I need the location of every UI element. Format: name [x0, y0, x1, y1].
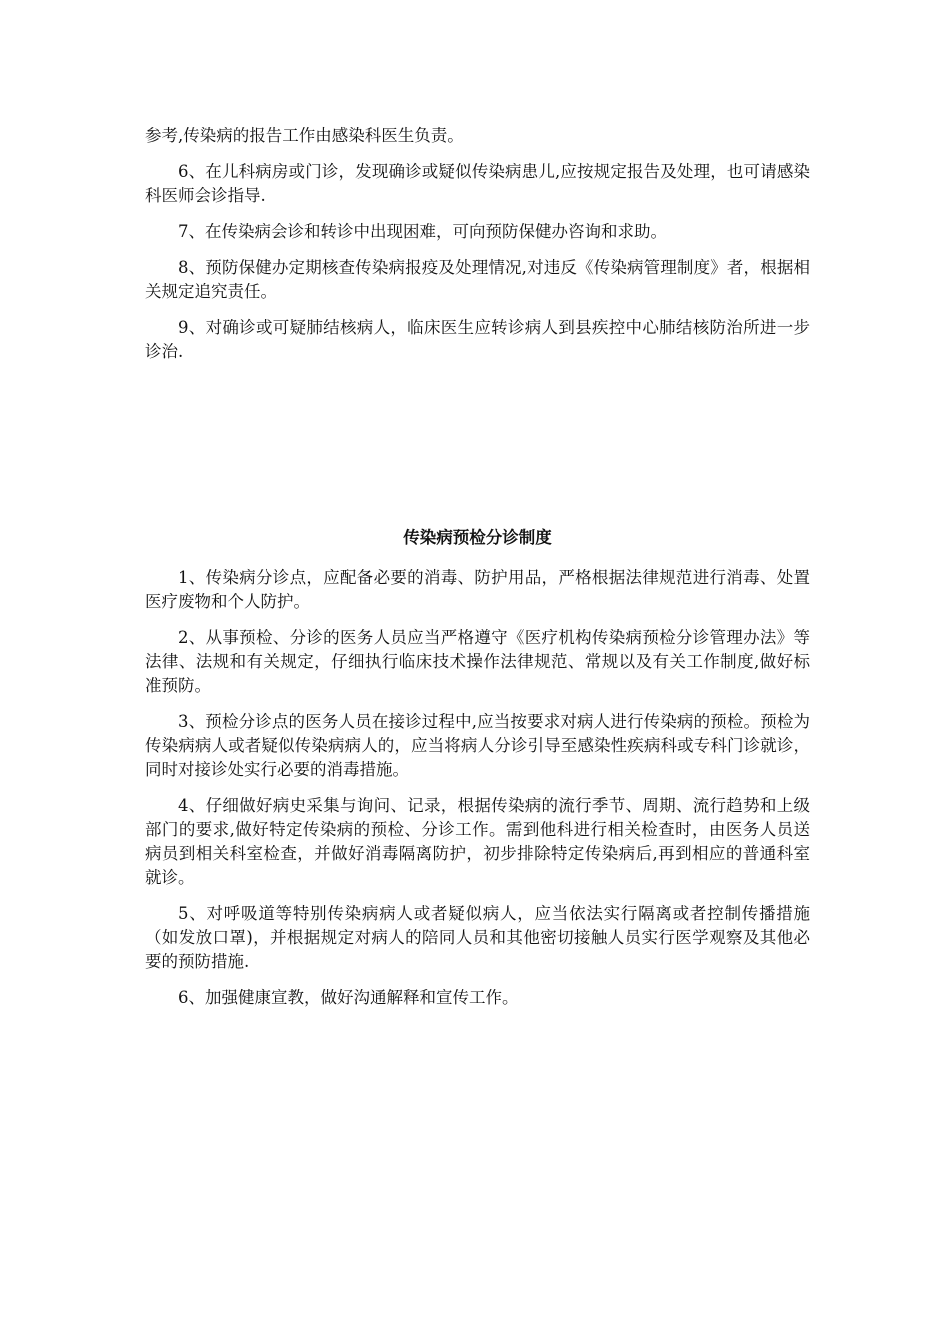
- triage-item-6: 6、加强健康宣教，做好沟通解释和宣传工作。: [178, 988, 519, 1007]
- continued-section: [145, 124, 810, 376]
- paragraph-item-8: 8、预防保健办定期核查传染病报疫及处理情况,对违反《传染病管理制度》者，根据相关规定追究责任。: [145, 258, 810, 301]
- triage-item-3: 3、预检分诊点的医务人员在接诊过程中,应当按要求对病人进行传染病的预检。预检为传染病病人或者疑似传染病病人的，应当将病人分诊引导至感染性疾病科或专科门诊就诊，同时对接诊处实行必要的消毒措施。: [145, 712, 810, 779]
- triage-section: [145, 566, 810, 1022]
- paragraph-item-7: 7、在传染病会诊和转诊中出现困难，可向预防保健办咨询和求助。: [178, 222, 667, 241]
- triage-item-1: 1、传染病分诊点，应配备必要的消毒、防护用品，严格根据法律规范进行消毒、处置医疗废物和个人防护。: [145, 568, 810, 611]
- paragraph-continued: 参考,传染病的报告工作由感染科医生负责。: [145, 126, 464, 145]
- triage-item-4: 4、仔细做好病史采集与询问、记录，根据传染病的流行季节、周期、流行趋势和上级部门的要求,做好特定传染病的预检、分诊工作。需到他科进行相关检查时，由医务人员送病员到相关科室检查，并做好消毒隔离防护，初步排除特定传染病后,再到相应的普通科室就诊。: [145, 796, 810, 887]
- paragraph-item-9: 9、对确诊或可疑肺结核病人，临床医生应转诊病人到县疾控中心肺结核防治所进一步诊治.: [145, 318, 810, 361]
- triage-item-5: 5、对呼吸道等特别传染病病人或者疑似病人，应当依法实行隔离或者控制传播措施（如发放口罩)，并根据规定对病人的陪同人员和其他密切接触人员实行医学观察及其他必要的预防措施.: [145, 904, 810, 971]
- triage-item-2: 2、从事预检、分诊的医务人员应当严格遵守《医疗机构传染病预检分诊管理办法》等法律、法规和有关规定，仔细执行临床技术操作法律规范、常规以及有关工作制度,做好标准预防。: [145, 628, 810, 695]
- paragraph-item-6: 6、在儿科病房或门诊，发现确诊或疑似传染病患儿,应按规定报告及处理，也可请感染科医师会诊指导.: [145, 162, 810, 205]
- section-title: 传染病预检分诊制度: [403, 528, 552, 547]
